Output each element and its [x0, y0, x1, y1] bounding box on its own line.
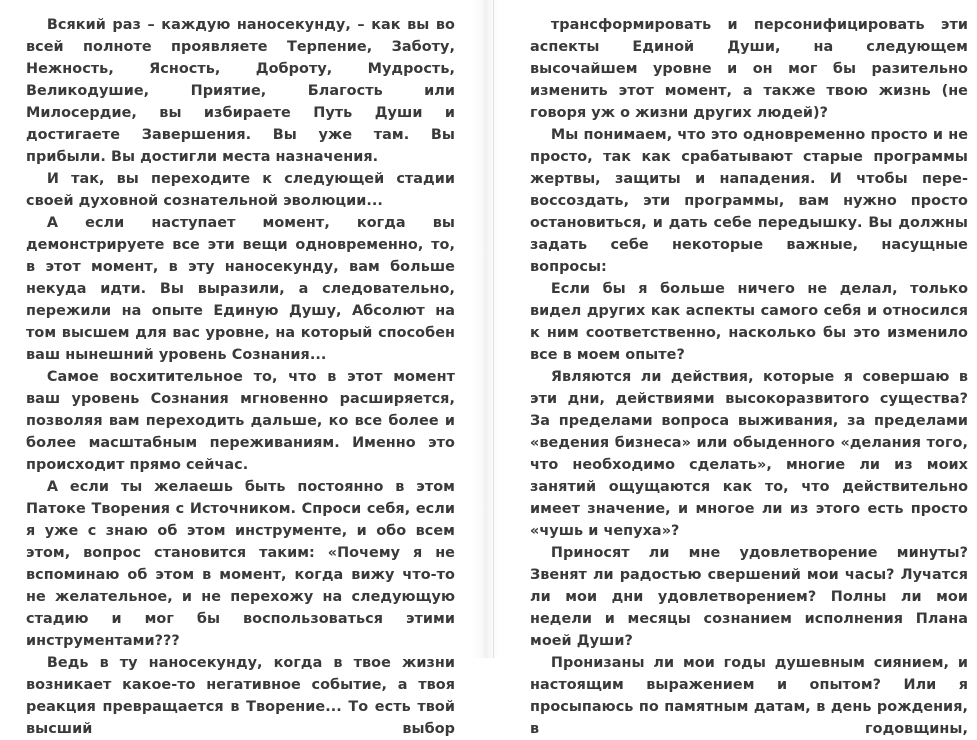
paragraph: А если наступает момент, когда вы демонстрируете все эти вещи одновременно, то, в этот момент, в эту наносекунду, вам больше некуда идти. Вы выразили, а следовательно, пережили на опыте Единую Душу, Абсолют на том высшем для вас уровне, на который способен ваш нынешний уровень Сознания...: [26, 215, 455, 363]
right-page-text-column: [530, 14, 968, 740]
paragraph: Если бы я больше ничего не делал, только видел других как аспекты самого себя и относился к ним соответственно, насколько бы это изменило все в моем опыте?: [530, 281, 968, 363]
paragraph: Пронизаны ли мои годы душевным сиянием, и настоящим выражением и опытом? Или я просыпаюсь по памятным датам, в день рождения, в годовщины,: [530, 655, 968, 737]
left-page: [0, 0, 489, 737]
paragraph: Всякий раз – каждую наносекунду, – как вы во всей полноте проявляете Терпение, Заботу, Нежность, Ясность, Доброту, Мудрость, Великодушие, Приятие, Благость или Милосердие, вы избираете Путь Души и достигаете Завершения. Вы уже там. Вы прибыли. Вы достигли места назначения.: [26, 17, 455, 165]
left-page-text-column: [26, 14, 455, 740]
paragraph: А если ты желаешь быть постоянно в этом Патоке Творения с Источником. Спроси себя, если я уже с знаю об этом инструменте, и обо всем этом, вопрос становится таким: «Почему я не вспоминаю об этом в момент, когда вижу что-то не желательное, и не перехожу на следующую стадию и мог бы воспользоваться этими инструментами???: [26, 479, 455, 649]
paragraph: трансформировать и персонифицировать эти аспекты Единой Души, на следующем высочайшем уровне и он мог бы разительно изменить этот момент, а также твою жизнь (не говоря уж о жизни других людей)?: [530, 17, 968, 121]
paragraph: Являются ли действия, которые я совершаю в эти дни, действиями высокоразвитого существа? За пределами вопроса выживания, за пределами «ведения бизнеса» или обыденного «делания того, что необходимо сделать», многие ли из моих занятий ощущаются как то, что действительно имеет значение, и многое ли из этого есть просто «чушь и чепуха»?: [530, 369, 968, 539]
right-page: [489, 0, 977, 737]
paragraph: Приносят ли мне удовлетворение минуты? Звенят ли радостью свершений мои часы? Лучатся ли мои дни удовлетворением? Полны ли мои недели и месяцы сознанием исполнения Плана моей Души?: [530, 545, 968, 649]
paragraph: Самое восхитительное то, что в этот момент ваш уровень Сознания мгновенно расширяется, позволяя вам переходить дальше, ко все более и более масштабным переживаниям. Именно это происходит прямо сейчас.: [26, 369, 455, 473]
paragraph: Мы понимаем, что это одновременно просто и не просто, так как срабатывают старые программы жертвы, защиты и нападения. И чтобы пере-воссоздать, эти программы, вам нужно просто остановиться, и дать себе передышку. Вы должны задать себе некоторые важные, насущные вопросы:: [530, 127, 968, 275]
paragraph: И так, вы переходите к следующей стадии своей духовной сознательной эволюции...: [26, 171, 455, 209]
paragraph: Ведь в ту наносекунду, когда в твое жизни возникает какое-то негативное событие, а твоя реакция превращается в Творение... То есть твой высший выбор: [26, 655, 455, 737]
